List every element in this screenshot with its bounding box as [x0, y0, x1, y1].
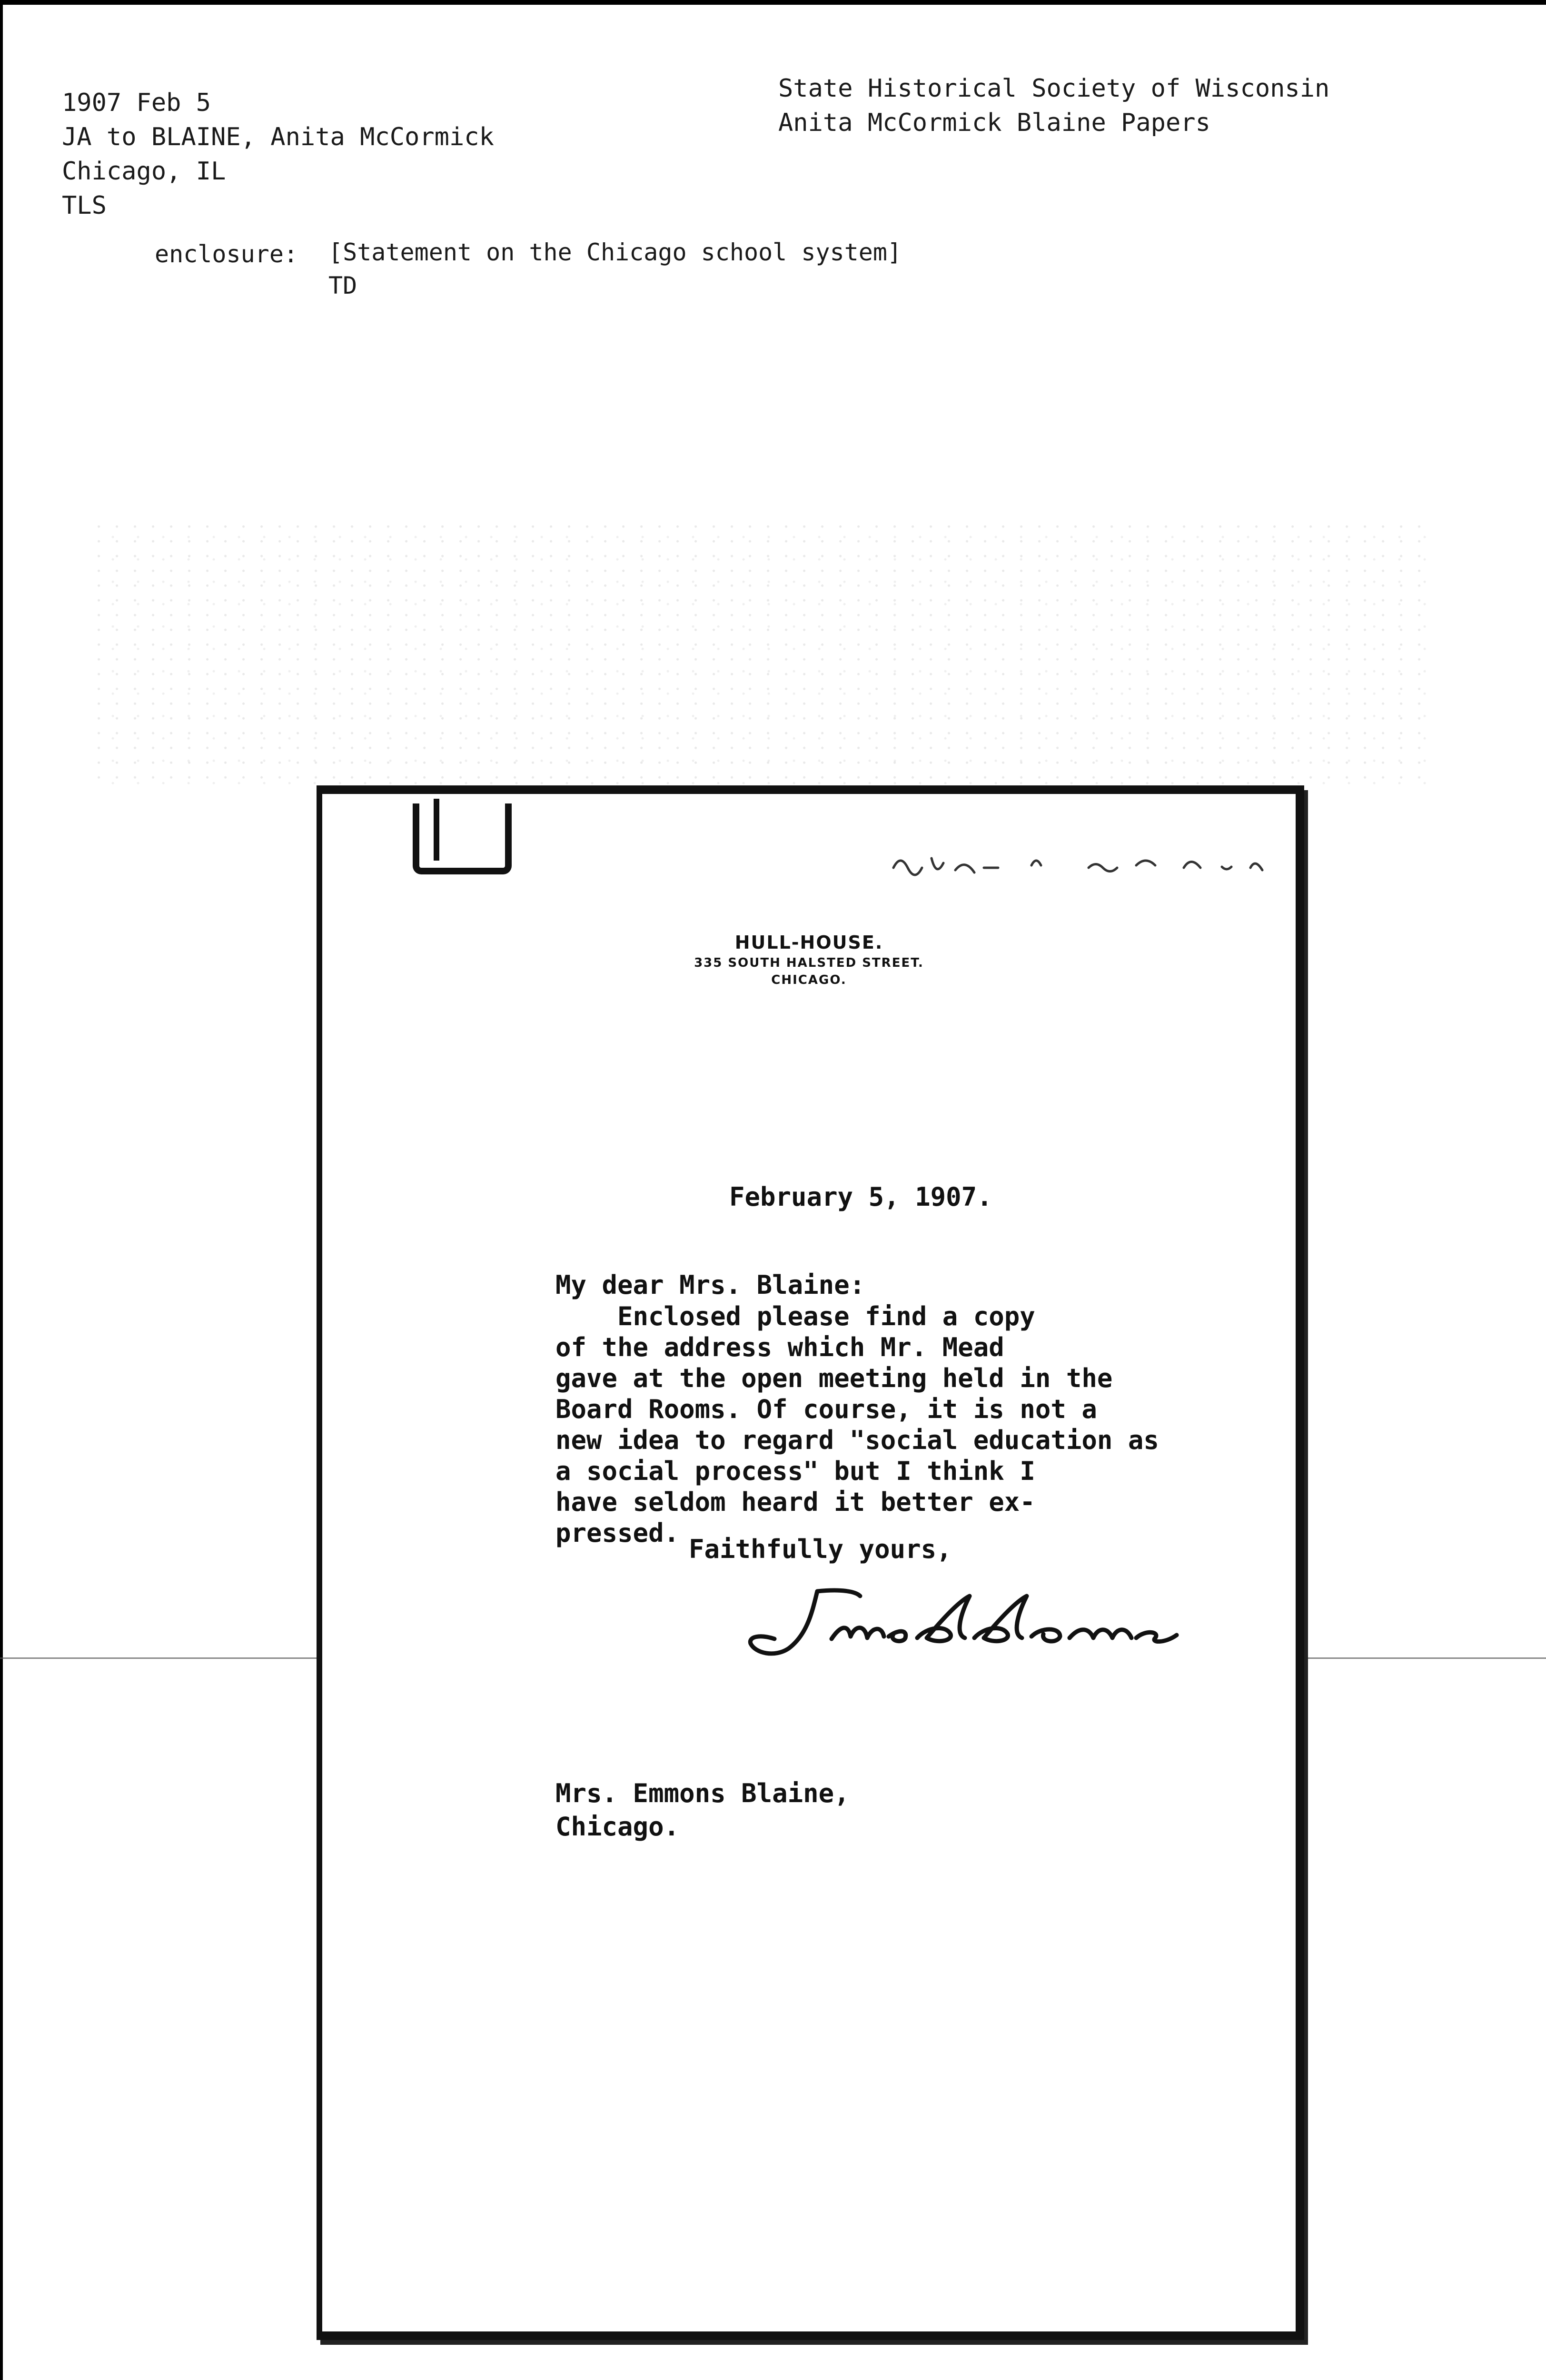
addressee-city: Chicago.	[555, 1812, 680, 1842]
enclosure-label: enclosure:	[155, 240, 298, 268]
letter-sheet	[317, 785, 1304, 2340]
enclosure-type: TD	[328, 272, 357, 299]
body-line: Enclosed please find a copy	[617, 1301, 1035, 1331]
body-line: Board Rooms. Of course, it is not a	[555, 1394, 1097, 1424]
body-line: have seldom heard it better ex-	[555, 1487, 1035, 1517]
archive-metadata	[62, 86, 494, 223]
enclosure-title: [Statement on the Chicago school system]	[328, 238, 902, 266]
body-line: of the address which Mr. Mead	[555, 1332, 1004, 1362]
body-line: pressed.	[555, 1518, 680, 1548]
letterhead-street: 335 SOUTH HALSTED STREET.	[694, 956, 924, 970]
archive-doc-type: TLS	[62, 191, 107, 220]
archive-date: 1907 Feb 5	[62, 89, 211, 117]
archive-place: Chicago, IL	[62, 157, 226, 186]
letterhead-city: CHICAGO.	[771, 973, 847, 987]
archive-repository: State Historical Society of Wisconsin	[778, 74, 1330, 103]
closing: Faithfully yours,	[689, 1534, 952, 1564]
archive-collection: Anita McCormick Blaine Papers	[778, 109, 1210, 137]
enclosure-description	[328, 236, 902, 302]
salutation: My dear Mrs. Blaine:	[555, 1270, 865, 1300]
archive-source	[778, 71, 1329, 140]
body-line: gave at the open meeting held in the	[555, 1363, 1113, 1393]
letter-body	[322, 794, 1296, 2331]
letter-paragraph	[555, 1301, 1159, 1548]
letterhead-name: HULL-HOUSE.	[734, 932, 883, 953]
letter-date: February 5, 1907.	[729, 1182, 992, 1212]
body-line: new idea to regard "social education as	[555, 1425, 1159, 1455]
addressee-block	[555, 1777, 850, 1844]
addressee-name: Mrs. Emmons Blaine,	[555, 1778, 850, 1808]
archive-correspondents: JA to BLAINE, Anita McCormick	[62, 123, 494, 151]
body-line: a social process" but I think I	[555, 1456, 1035, 1486]
handwritten-signature	[746, 1582, 1184, 1663]
scan-noise	[95, 524, 1428, 790]
